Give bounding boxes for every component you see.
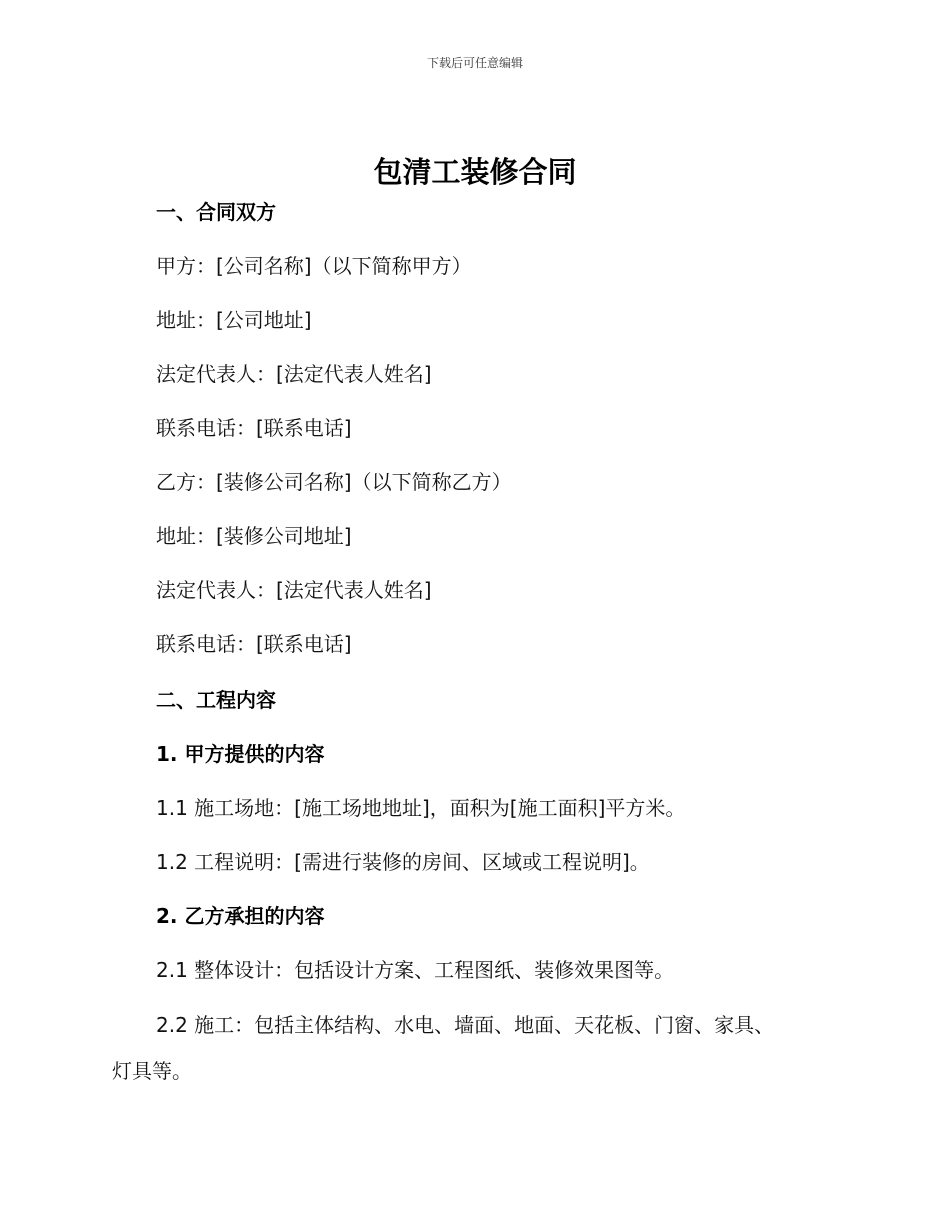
party-a-address: 地址：[公司地址] (156, 308, 312, 332)
document-title: 包清工装修合同 (373, 155, 577, 189)
section-heading-project-content: 二、工程内容 (156, 688, 276, 712)
party-a-phone: 联系电话：[联系电话] (156, 416, 352, 440)
header-note: 下载后可任意编辑 (426, 56, 523, 70)
item-2-2-line-1: 2.2 施工：包括主体结构、水电、墙面、地面、天花板、门窗、家具、 (156, 1013, 775, 1037)
item-1-2: 1.2 工程说明：[需进行装修的房间、区域或工程说明]。 (156, 850, 650, 874)
subsection-heading-party-a-provides: 1. 甲方提供的内容 (156, 742, 325, 766)
party-b-phone: 联系电话：[联系电话] (156, 632, 352, 656)
party-b-name: 乙方：[装修公司名称]（以下简称乙方） (156, 470, 512, 494)
party-b-representative: 法定代表人：[法定代表人姓名] (156, 578, 432, 602)
section-heading-parties: 一、合同双方 (156, 200, 276, 224)
party-a-representative: 法定代表人：[法定代表人姓名] (156, 362, 432, 386)
party-a-name: 甲方：[公司名称]（以下简称甲方） (156, 254, 472, 278)
item-1-1: 1.1 施工场地：[施工场地地址]，面积为[施工面积]平方米。 (156, 796, 686, 820)
item-2-1: 2.1 整体设计：包括设计方案、工程图纸、装修效果图等。 (156, 958, 675, 982)
party-b-address: 地址：[装修公司地址] (156, 524, 352, 548)
item-2-2-line-2: 灯具等。 (112, 1059, 192, 1083)
subsection-heading-party-b-undertakes: 2. 乙方承担的内容 (156, 904, 325, 928)
